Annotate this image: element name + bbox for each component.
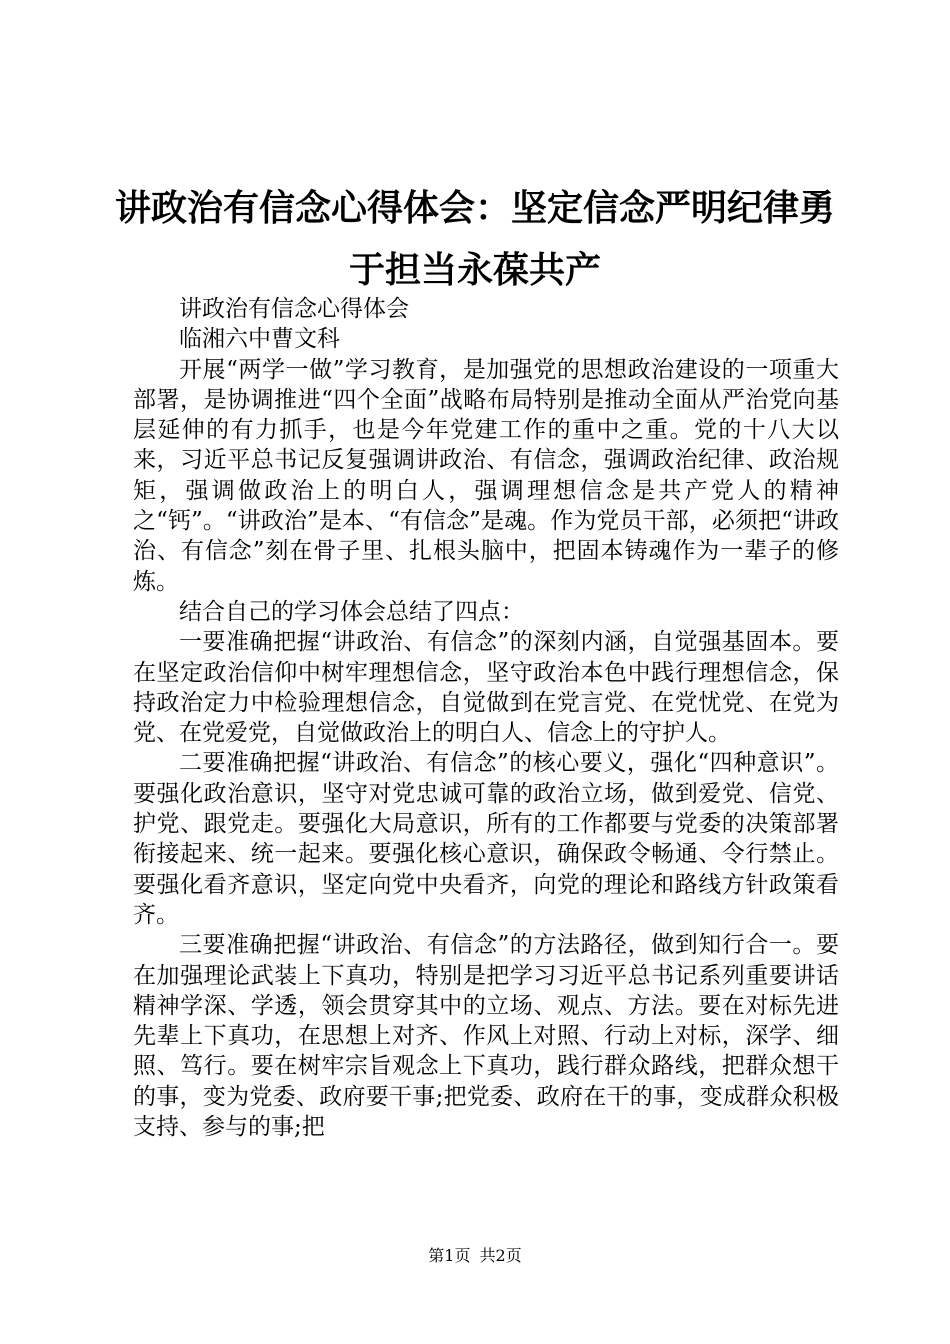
paragraph: 三要准确把握“讲政治、有信念”的方法路径，做到知行合一。要在加强理论武装上下真功，特别是把学习习近平总书记系列重要讲话精神学深、学透，领会贯穿其中的立场、观点、方法。要在对标先进先辈上下真功，在思想上对齐、作风上对照、行动上对标，深学、细照、笃行。要在树牢宗旨观念上下真功，践行群众路线，把群众想干的事，变为党委、政府要干事;把党委、政府在干的事，变成群众积极支持、参与的事;把 <box>133 932 839 1141</box>
document-title: 讲政治有信念心得体会：坚定信念严明纪律勇于担当永葆共产 <box>114 188 835 291</box>
paragraph: 开展“两学一做”学习教育，是加强党的思想政治建设的一项重大部署，是协调推进“四个全面”战略布局特别是推动全面从严治党向基层延伸的有力抓手，也是今年党建工作的重中之重。党的十八大以来，习近平总书记反复强调讲政治、有信念，强调政治纪律、政治规矩，强调做政治上的明白人，强调理想信念是共产党人的精神之“钙”。“讲政治”是本、“有信念”是魂。作为党员干部，必须把“讲政治、有信念”刻在骨子里、扎根头脑中，把固本铸魂作为一辈子的修炼。 <box>133 356 839 595</box>
total-pages: 共2页 <box>479 1246 522 1265</box>
paragraph: 结合自己的学习体会总结了四点： <box>179 598 524 625</box>
page-footer <box>0 1246 950 1266</box>
paragraph-subtitle: 讲政治有信念心得体会 <box>179 296 409 322</box>
document-body <box>133 294 839 1142</box>
page-number: 第1页 <box>428 1246 471 1265</box>
paragraph-author: 临湘六中曹文科 <box>179 326 340 353</box>
paragraph: 一要准确把握“讲政治、有信念”的深刻内涵，自觉强基固本。要在坚定政治信仰中树牢理想信念，坚守政治本色中践行理想信念，保持政治定力中检验理想信念，自觉做到在党言党、在党忧党、在党为党、在党爱党，自觉做政治上的明白人、信念上的守护人。 <box>133 629 839 747</box>
paragraph: 二要准确把握“讲政治、有信念”的核心要义，强化“四种意识”。要强化政治意识，坚守对党忠诚可靠的政治立场，做到爱党、信党、护党、跟党走。要强化大局意识，所有的工作都要与党委的决策部署衔接起来、统一起来。要强化核心意识，确保政令畅通、令行禁止。要强化看齐意识，坚定向党中央看齐，向党的理论和路线方针政策看齐。 <box>133 750 839 928</box>
